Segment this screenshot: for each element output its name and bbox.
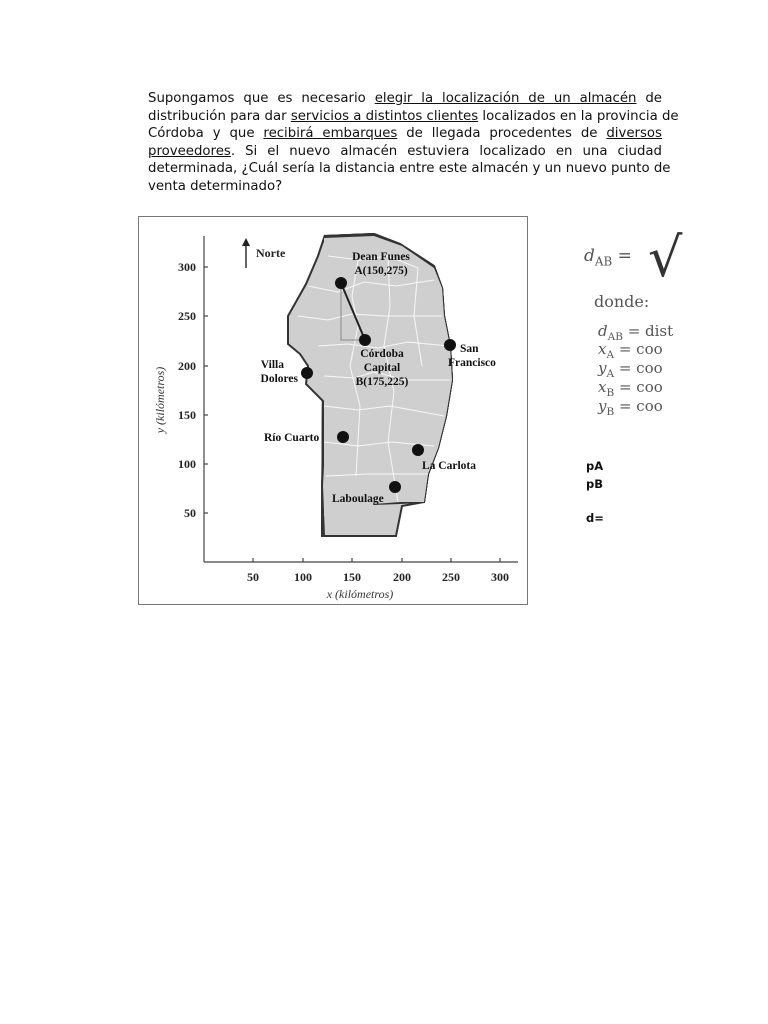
answer-labels — [586, 458, 604, 528]
city-label-la-carlota: La Carlota — [422, 460, 476, 472]
city-label-cordoba: Córdoba — [360, 348, 404, 360]
x-tick: 50 — [247, 570, 259, 584]
label-pa: pA — [586, 459, 604, 473]
city-label-dean-funes: Dean Funes — [352, 251, 410, 263]
city-label-dolores: Dolores — [260, 373, 298, 385]
formula-row: $x_A$ = coo — [598, 340, 663, 361]
city-dot-laboulage — [389, 481, 401, 493]
x-tick: 150 — [343, 570, 361, 584]
city-dot-rio-cuarto — [337, 431, 349, 443]
city-dot-dean-funes — [335, 277, 347, 289]
x-axis-label: x (kilómetros) — [326, 587, 394, 601]
city-dot-villa-dolores — [301, 367, 313, 379]
formula-head: $d_{AB}$ = — [584, 246, 632, 269]
city-coords-b: B(175,225) — [355, 376, 409, 388]
underlined-phrase: diversos — [606, 126, 662, 141]
text-line: venta determinado? — [148, 178, 283, 194]
underlined-phrase: elegir la localización de un almacén — [374, 91, 637, 106]
y-tick: 250 — [178, 309, 196, 323]
formula-row: $y_A$ = coo — [598, 359, 663, 380]
x-tick: 100 — [294, 570, 312, 584]
city-label-san: San — [460, 343, 479, 355]
x-tick: 250 — [442, 570, 460, 584]
underlined-phrase: recibirá embarques — [263, 126, 398, 141]
text-line: Córdoba y que recibirá embarques de llegada procedentes de diversos — [148, 126, 662, 141]
formula-row: $d_{AB}$ = dist — [598, 322, 674, 343]
city-dot-la-carlota — [412, 444, 424, 456]
city-dot-cordoba — [359, 334, 371, 346]
y-tick: 100 — [178, 457, 196, 471]
y-tick: 50 — [184, 506, 196, 520]
city-label-francisco: Francisco — [448, 357, 496, 369]
underlined-phrase: proveedores — [148, 143, 231, 159]
y-tick: 200 — [178, 359, 196, 373]
x-tick: 300 — [491, 570, 509, 584]
text-line: proveedores. Si el nuevo almacén estuviera localizado en una ciudad — [148, 143, 662, 159]
text-line: Supongamos que es necesario elegir la localización de un almacén de — [148, 91, 662, 106]
north-label: Norte — [256, 246, 286, 260]
city-label-laboulage: Laboulage — [332, 493, 384, 505]
label-d: d= — [586, 511, 604, 525]
text-line: distribución para dar servicios a distintos clientes localizados en la provincia de — [148, 108, 679, 124]
city-coords-a: A(150,275) — [354, 265, 408, 277]
underlined-phrase: servicios a distintos clientes — [290, 108, 479, 124]
sqrt-icon: √ — [648, 226, 683, 289]
formula-donde: donde: — [594, 292, 650, 311]
text-line: determinada, ¿Cuál sería la distancia entre este almacén y un nuevo punto de — [148, 161, 671, 176]
spacer — [586, 493, 604, 510]
distance-formula — [584, 226, 683, 428]
city-label-villa: Villa — [260, 359, 284, 371]
city-dot-san-francisco — [444, 339, 456, 351]
formula-row: $y_B$ = coo — [598, 397, 663, 418]
cordoba-map-figure — [138, 216, 530, 612]
y-tick: 300 — [178, 260, 196, 274]
x-tick: 200 — [393, 570, 411, 584]
city-label-capital: Capital — [363, 362, 401, 374]
y-tick: 150 — [178, 408, 196, 422]
formula-row: $x_B$ = coo — [598, 378, 663, 399]
problem-statement — [148, 90, 679, 195]
y-axis-label: y (kilómetros) — [153, 366, 167, 434]
label-pb: pB — [586, 476, 603, 491]
city-label-rio-cuarto: Río Cuarto — [264, 432, 320, 444]
